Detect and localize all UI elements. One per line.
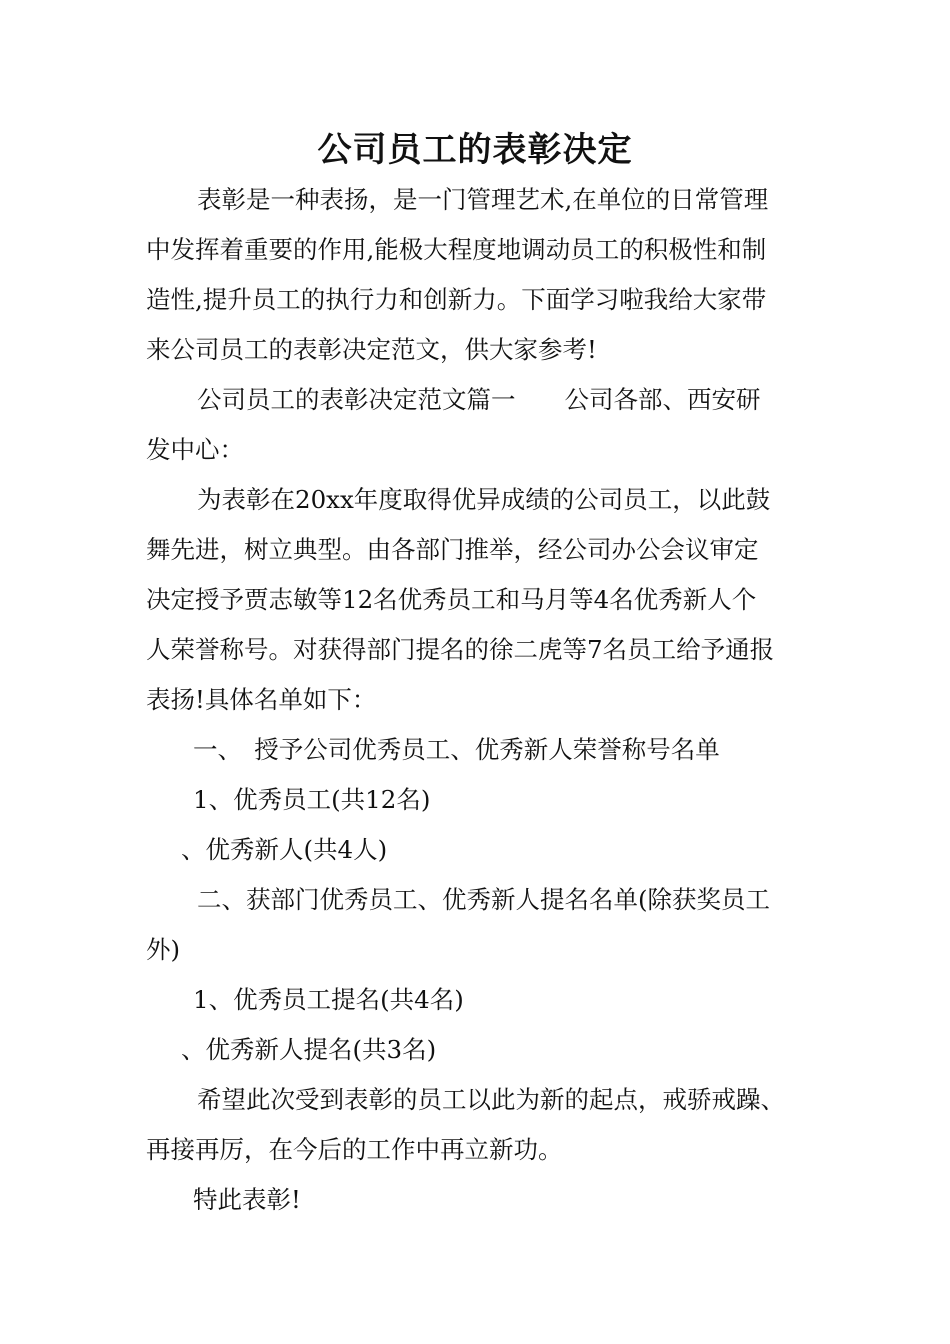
list-item: 1、优秀员工提名(共4名) xyxy=(193,985,464,1014)
paragraph-line: 决定授予贾志敏等12名优秀员工和马月等4名优秀新人个 xyxy=(146,585,757,614)
section-heading: 外) xyxy=(146,935,181,964)
paragraph-line: 为表彰在20xx年度取得优异成绩的公司员工，以此鼓 xyxy=(197,485,771,514)
section-heading: 二、获部门优秀员工、优秀新人提名名单(除获奖员工 xyxy=(197,885,771,914)
section-heading: 一、 授予公司优秀员工、优秀新人荣誉称号名单 xyxy=(193,735,720,764)
paragraph-line: 希望此次受到表彰的员工以此为新的起点，戒骄戒躁、 xyxy=(197,1085,785,1114)
paragraph-line: 舞先进，树立典型。由各部门推举，经公司办公会议审定 xyxy=(146,535,759,564)
paragraph-line: 公司员工的表彰决定范文篇一 公司各部、西安研 xyxy=(197,385,761,414)
paragraph-line: 发中心： xyxy=(146,435,244,464)
paragraph-line: 表彰是一种表扬，是一门管理艺术,在单位的日常管理 xyxy=(197,185,769,214)
paragraph-line: 中发挥着重要的作用,能极大程度地调动员工的积极性和制 xyxy=(146,235,767,264)
list-item: 、优秀新人提名(共3名) xyxy=(181,1035,437,1064)
paragraph-line: 造性,提升员工的执行力和创新力。下面学习啦我给大家带 xyxy=(146,285,767,314)
paragraph-line: 人荣誉称号。对获得部门提名的徐二虎等7名员工给予通报 xyxy=(146,635,775,664)
paragraph-line: 来公司员工的表彰决定范文，供大家参考! xyxy=(146,335,597,364)
paragraph-line: 再接再厉，在今后的工作中再立新功。 xyxy=(146,1135,563,1164)
closing-line: 特此表彰! xyxy=(193,1185,301,1214)
list-item: 、优秀新人(共4人) xyxy=(181,835,388,864)
document-title: 公司员工的表彰决定 xyxy=(317,130,633,170)
list-item: 1、优秀员工(共12名) xyxy=(193,785,431,814)
paragraph-line: 表扬!具体名单如下： xyxy=(146,685,377,714)
